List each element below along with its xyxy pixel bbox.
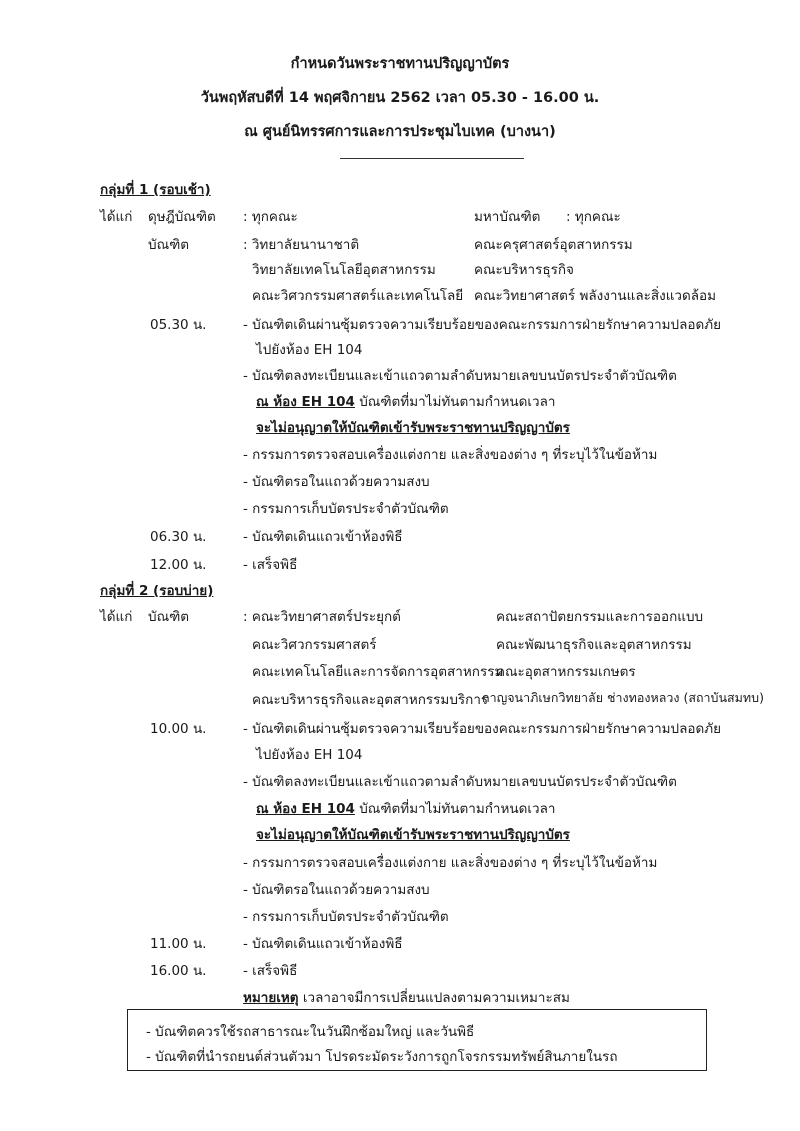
group1-step: - บัณฑิตรอในแถวด้วยความสงบ — [243, 474, 430, 490]
group2-step: - เสร็จพิธี — [243, 963, 298, 979]
group2-step: - บัณฑิตลงทะเบียนและเข้าแถวตามลำดับหมายเลขบนบัตรประจำตัวบัณฑิต — [243, 774, 677, 790]
group1-faculty-left: : วิทยาลัยนานาชาติ — [243, 237, 360, 253]
group2-faculty-right: กาญจนาภิเษกวิทยาลัย ช่างทองหลวง (สถาบันสมทบ) — [482, 690, 764, 705]
group1-doctoral-value: : ทุกคณะ — [243, 209, 298, 225]
group1-faculty-left: วิทยาลัยเทคโนโลยีอุตสาหกรรม — [252, 262, 436, 278]
group2-late-text: บัณฑิตที่มาไม่ทันตามกำหนดเวลา — [354, 801, 556, 817]
document-title: กำหนดวันพระราชทานปริญญาบัตร — [290, 56, 510, 72]
group2-step: - กรรมการตรวจสอบเครื่องแต่งกาย และสิ่งของต่าง ๆ ที่ระบุไว้ในข้อห้าม — [243, 855, 658, 871]
group1-bachelor-label: บัณฑิต — [148, 237, 190, 253]
group2-time: 16.00 น. — [150, 963, 207, 979]
group1-faculty-right: คณะครุศาสตร์อุตสาหกรรม — [474, 237, 633, 253]
group2-heading: กลุ่มที่ 2 (รอบบ่าย) — [100, 583, 214, 599]
group1-time: 05.30 น. — [150, 317, 207, 333]
title-divider — [340, 158, 524, 159]
group1-late-text: บัณฑิตที่มาไม่ทันตามกำหนดเวลา — [354, 394, 556, 410]
group2-room-line — [256, 797, 555, 819]
group1-step: - บัณฑิตเดินแถวเข้าห้องพิธี — [243, 529, 403, 545]
group1-time: 12.00 น. — [150, 557, 207, 573]
group2-time: 11.00 น. — [150, 936, 207, 952]
group2-step: - กรรมการเก็บบัตรประจำตัวบัณฑิต — [243, 909, 449, 925]
group1-masters-label: มหาบัณฑิต — [474, 209, 541, 225]
group2-for-label: ได้แก่ — [100, 609, 133, 625]
group1-step: ไปยังห้อง EH 104 — [256, 342, 363, 358]
group2-faculty-right: คณะพัฒนาธุรกิจและอุตสาหกรรม — [496, 637, 692, 653]
group1-for-label: ได้แก่ — [100, 209, 133, 225]
ceremony-datetime: วันพฤหัสบดีที่ 14 พฤศจิกายน 2562 เวลา 05.30 - 16.00 น. — [200, 90, 600, 106]
group2-faculty-left: คณะเทคโนโลยีและการจัดการอุตสาหกรรม — [252, 664, 504, 680]
group1-step: - บัณฑิตลงทะเบียนและเข้าแถวตามลำดับหมายเลขบนบัตรประจำตัวบัณฑิต — [243, 368, 677, 384]
group2-time: 10.00 น. — [150, 721, 207, 737]
group1-faculty-right: คณะวิทยาศาสตร์ พลังงานและสิ่งแวดล้อม — [474, 288, 717, 304]
note-line — [243, 986, 570, 1008]
note-label: หมายเหตุ — [243, 990, 299, 1006]
group1-time: 06.30 น. — [150, 529, 207, 545]
group1-room: ณ ห้อง EH 104 — [256, 394, 355, 410]
notice-item: - บัณฑิตควรใช้รถสาธารณะในวันฝึกซ้อมใหญ่ และวันพิธี — [146, 1024, 475, 1040]
group2-bachelor-label: บัณฑิต — [148, 609, 190, 625]
ceremony-venue: ณ ศูนย์นิทรรศการและการประชุมไบเทค (บางนา) — [244, 124, 556, 140]
notice-item: - บัณฑิตที่นำรถยนต์ส่วนตัวมา โปรดระมัดระวังการถูกโจรกรรมทรัพย์สินภายในรถ — [146, 1049, 618, 1065]
group2-warning: จะไม่อนุญาตให้บัณฑิตเข้ารับพระราชทานปริญญาบัตร — [256, 827, 570, 843]
group1-room-line — [256, 390, 555, 412]
group1-masters-value: : ทุกคณะ — [566, 209, 621, 225]
group1-faculty-right: คณะบริหารธุรกิจ — [474, 262, 574, 278]
group2-step: - บัณฑิตรอในแถวด้วยความสงบ — [243, 882, 430, 898]
group1-warning: จะไม่อนุญาตให้บัณฑิตเข้ารับพระราชทานปริญญาบัตร — [256, 420, 570, 436]
group1-step: - บัณฑิตเดินผ่านซุ้มตรวจความเรียบร้อยของคณะกรรมการฝ่ายรักษาความปลอดภัย — [243, 317, 722, 333]
note-text: เวลาอาจมีการเปลี่ยนแปลงตามความเหมาะสม — [298, 990, 570, 1006]
group1-heading: กลุ่มที่ 1 (รอบเช้า) — [100, 182, 211, 198]
group1-faculty-left: คณะวิศวกรรมศาสตร์และเทคโนโลยี — [252, 288, 464, 304]
group2-faculty-left: คณะวิศวกรรมศาสตร์ — [252, 637, 377, 653]
group1-step: - กรรมการตรวจสอบเครื่องแต่งกาย และสิ่งของต่าง ๆ ที่ระบุไว้ในข้อห้าม — [243, 447, 658, 463]
group1-doctoral-label: ดุษฎีบัณฑิต — [148, 209, 216, 225]
group1-step: - เสร็จพิธี — [243, 557, 298, 573]
group2-faculty-right: คณะอุตสาหกรรมเกษตร — [496, 664, 636, 680]
group2-faculty-left: คณะบริหารธุรกิจและอุตสาหกรรมบริการ — [252, 692, 489, 708]
group2-step: ไปยังห้อง EH 104 — [256, 747, 363, 763]
group2-faculty-right: คณะสถาปัตยกรรมและการออกแบบ — [496, 609, 704, 625]
group2-step: - บัณฑิตเดินผ่านซุ้มตรวจความเรียบร้อยของคณะกรรมการฝ่ายรักษาความปลอดภัย — [243, 721, 722, 737]
group1-step: - กรรมการเก็บบัตรประจำตัวบัณฑิต — [243, 501, 449, 517]
group2-step: - บัณฑิตเดินแถวเข้าห้องพิธี — [243, 936, 403, 952]
group2-faculty-left: : คณะวิทยาศาสตร์ประยุกต์ — [243, 609, 401, 625]
group2-room: ณ ห้อง EH 104 — [256, 801, 355, 817]
